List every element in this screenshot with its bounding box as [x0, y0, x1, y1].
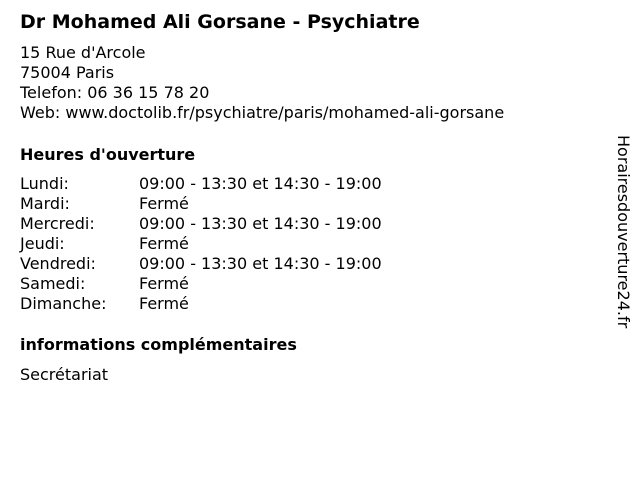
website: Web: www.doctolib.fr/psychiatre/paris/mohamed-ali-gorsane: [20, 103, 505, 122]
hours-row-saturday: [20, 274, 382, 294]
city: 75004 Paris: [20, 63, 115, 82]
day-label: Dimanche:: [20, 294, 107, 313]
phone-number: Telefon: 06 36 15 78 20: [20, 83, 210, 102]
day-hours: Fermé: [139, 274, 189, 293]
page-title: Dr Mohamed Ali Gorsane - Psychiatre: [20, 11, 420, 33]
day-label: Mercredi:: [20, 214, 95, 233]
hours-row-wednesday: [20, 214, 382, 234]
day-hours: Fermé: [139, 294, 189, 313]
hours-row-friday: [20, 254, 382, 274]
day-label: Jeudi:: [20, 234, 65, 253]
opening-hours-table: [20, 174, 382, 314]
day-hours: 09:00 - 13:30 et 14:30 - 19:00: [139, 254, 382, 273]
additional-info-text: Secrétariat: [20, 365, 109, 384]
day-hours: Fermé: [139, 194, 189, 213]
day-hours: Fermé: [139, 234, 189, 253]
day-hours: 09:00 - 13:30 et 14:30 - 19:00: [139, 174, 382, 193]
hours-row-monday: [20, 174, 382, 194]
opening-hours-heading: Heures d'ouverture: [20, 145, 196, 164]
address-block: [20, 43, 504, 123]
day-label: Vendredi:: [20, 254, 96, 273]
day-hours: 09:00 - 13:30 et 14:30 - 19:00: [139, 214, 382, 233]
additional-info-heading: informations complémentaires: [20, 335, 297, 354]
hours-row-thursday: [20, 234, 382, 254]
hours-row-tuesday: [20, 194, 382, 214]
day-label: Mardi:: [20, 194, 70, 213]
hours-row-sunday: [20, 294, 382, 314]
day-label: Lundi:: [20, 174, 69, 193]
day-label: Samedi:: [20, 274, 86, 293]
site-watermark: Horairesdouverture24.fr: [614, 135, 633, 329]
street-address: 15 Rue d'Arcole: [20, 43, 146, 62]
